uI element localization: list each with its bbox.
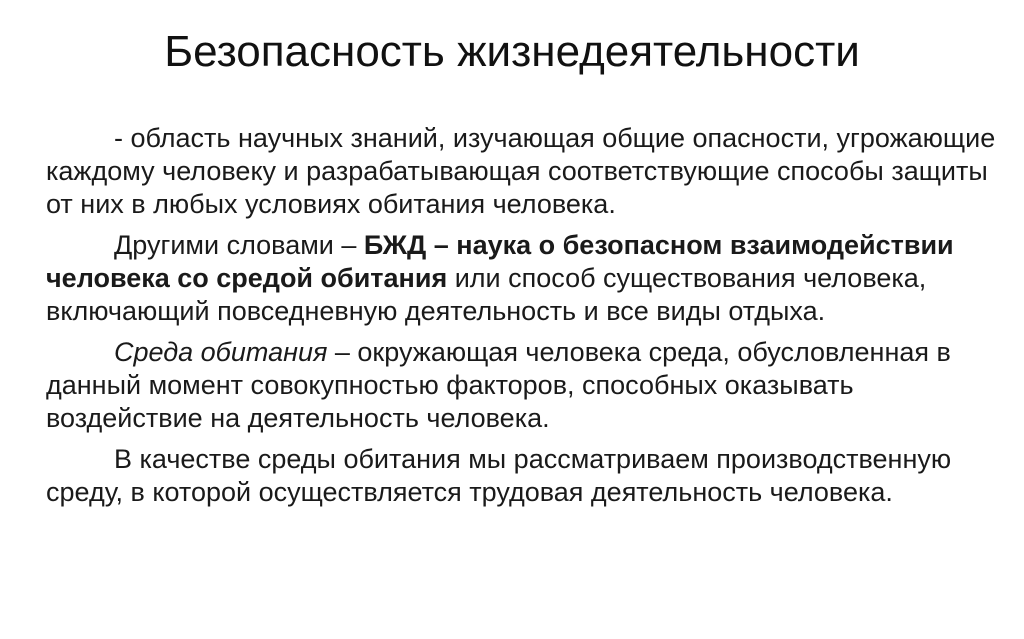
paragraph-definition [46,122,998,221]
environment-term: Среда обитания [114,337,328,367]
paragraph-production [46,443,998,509]
definition-text: - область научных знаний, изучающая общие опасности, угрожающие каждому человеку и разрабатывающая соответствующие способы защиты от них в любых условиях обитания человека. [46,123,996,219]
slide-title: Безопасность жизнедеятельности [164,27,860,76]
production-text: В качестве среды обитания мы рассматриваем производственную среду, в которой осуществляется трудовая деятельность человека. [46,444,952,507]
paragraph-other-words [46,229,998,328]
slide-body [46,122,998,517]
other-words-tail: или способ существования человека, включающий повседневную деятельность и все виды отдыха. [46,263,927,326]
environment-tail: – окружающая человека среда, обусловленная в данный момент совокупностью факторов, способных оказывать воздействие на деятельность человека. [46,337,951,433]
paragraph-environment [46,336,998,435]
bzhd-bold-definition: БЖД – наука о безопасном взаимодействии человека со средой обитания [46,230,954,293]
other-words-lead: Другими словами – [114,230,364,260]
